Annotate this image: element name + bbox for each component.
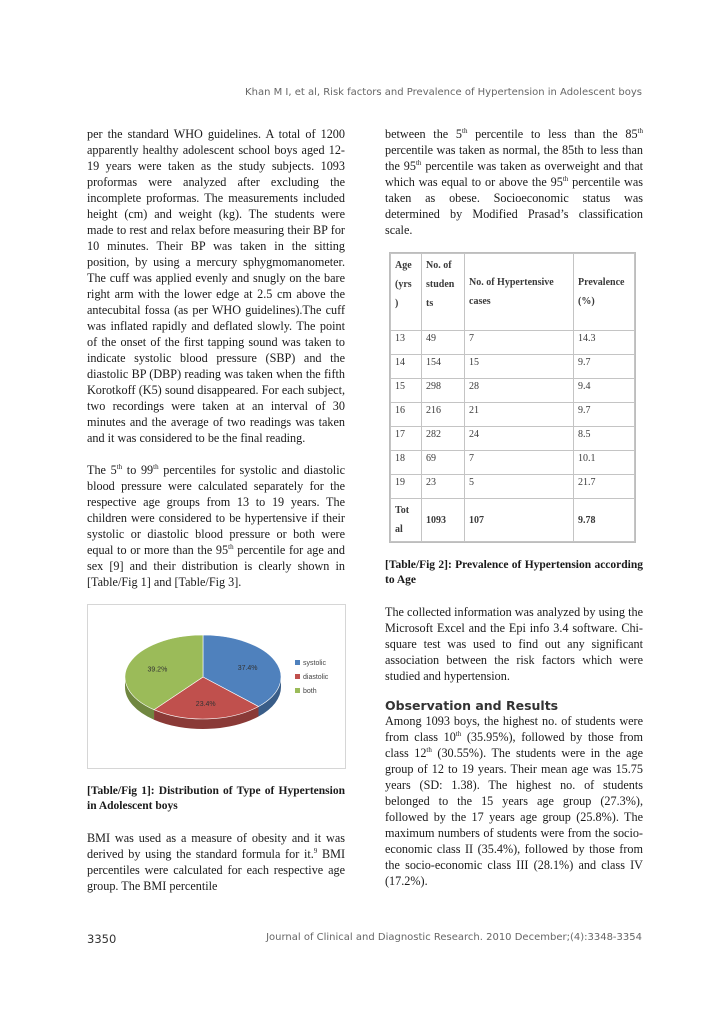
journal-footer: Journal of Clinical and Diagnostic Research. 2010 December;(4):3348-3354 [266, 932, 642, 943]
left-column [87, 126, 345, 894]
table-total-row: Tot al 1093 107 9.78 [391, 499, 635, 542]
fig1-caption: [Table/Fig 1]: Distribution of Type of Hypertension in Adolescent boys [87, 785, 345, 812]
header-age: Age (yrs ) [391, 254, 422, 331]
table-row: 18 69 7 10.1 [391, 451, 635, 475]
legend-label-diastolic: diastolic [303, 674, 329, 681]
legend-swatch-diastolic [295, 674, 300, 679]
analysis-paragraph: The collected information was analyzed by using the Microsoft Excel and the Epi info 3.4 software. Chi-square test was used to find out any significant association between the risk factors which were studied and hypertension. [385, 605, 643, 683]
pie-label-both: 39.2% [147, 666, 168, 674]
table-row: 15 298 28 9.4 [391, 379, 635, 403]
pie-label-diastolic: 23.4% [195, 700, 216, 708]
bmi-percentile-paragraph: between the 5th percentile to less than the 85th percentile was taken as normal, the 85th to less than the 95th percentile was taken as overweight and that which was equal to or above the 95th percentile was taken as obese. Socioeconomic status was determined by Modified Prasad’s classification scale. [385, 127, 643, 237]
percentile-paragraph: The 5th to 99th percentiles for systolic and diastolic blood pressure were calculated separately for the respective age groups from 13 to 19 years. The children were considered to be hypertensive if their systolic or diastolic blood pressure or both were equal to or more than the 95th percentile for age and sex [9] and their distribution is clearly shown in [Table/Fig 1] and [Table/Fig 3]. [87, 463, 345, 589]
table-row: 17 282 24 8.5 [391, 427, 635, 451]
prevalence-table [389, 252, 636, 543]
bmi-paragraph: BMI was used as a measure of obesity and it was derived by using the standard formula for it.$^9$ BMI percentiles were calculated for each respective age group. The BMI percentile [87, 831, 345, 893]
legend-swatch-systolic [295, 660, 300, 665]
legend-label-both: both [303, 688, 317, 695]
header-hypertensive: No. of Hypertensive cases [465, 254, 574, 331]
legend-swatch-both [295, 688, 300, 693]
legend-label-systolic: systolic [303, 660, 326, 667]
pie-chart-svg [88, 605, 345, 768]
table-row: 16 216 21 9.7 [391, 403, 635, 427]
page-number: 3350 [87, 932, 117, 946]
header-students: No. of studen ts [422, 254, 465, 331]
results-paragraph: Among 1093 boys, the highest no. of students were from class 10th (35.95%), followed by those from class 12th (30.55%). The students were in the age group of 12 to 19 years. Their mean age was 15.75 years (SD: 1.38). The highest no. of students belonged to the 15 years age group (27.3%), followed by the 17 years age group (25.8%). The maximum numbers of students were from the socio-economic class II (35.4%), followed by those from the socio-economic class III (28.1%) and class IV (17.2%). [385, 714, 643, 888]
running-header: Khan M I, et al, Risk factors and Prevalence of Hypertension in Adolescent boys [245, 87, 642, 98]
right-column [385, 126, 643, 889]
hypertension-type-pie-chart [87, 604, 346, 769]
table-header-row [391, 254, 635, 331]
fig2-caption: [Table/Fig 2]: Prevalence of Hypertension according to Age [385, 559, 643, 586]
prevalence-table-grid [390, 253, 635, 542]
methods-paragraph: per the standard WHO guidelines. A total of 1200 apparently healthy adolescent school boys aged 12-19 years were taken as the study subjects. 1093 proformas were analyzed after excluding the incomplete proformas. The measurements included height (cm) and weight (kg). The students were made to rest and relax before measuring their BP for 10 minutes. Their BP was taken in the sitting position, by using a mercury sphygmomanometer. The cuff was applied evenly and snugly on the bare right arm with the lower edge at 2.5 cm above the antecubital fossa (as per WHO guidelines).The cuff was inflated rapidly and deflated slowly. The point of the onset of the first tapping sound was taken to indicate systolic blood pressure (SBP) and the diastolic BP (DBP) reading was taken when the fifth Korotkoff (K5) sound disappeared. For each subject, two recordings were taken at an interval of 30 minutes and the average of two readings was taken and it was considered to be the final reading. [87, 127, 345, 445]
table-row: 13 49 7 14.3 [391, 331, 635, 355]
header-prevalence: Prevalence (%) [574, 254, 635, 331]
table-row: 19 23 5 21.7 [391, 475, 635, 499]
table-row: 14 154 15 9.7 [391, 355, 635, 379]
section-heading: Observation and Results [385, 698, 559, 713]
pie-label-systolic: 37.4% [237, 664, 258, 672]
